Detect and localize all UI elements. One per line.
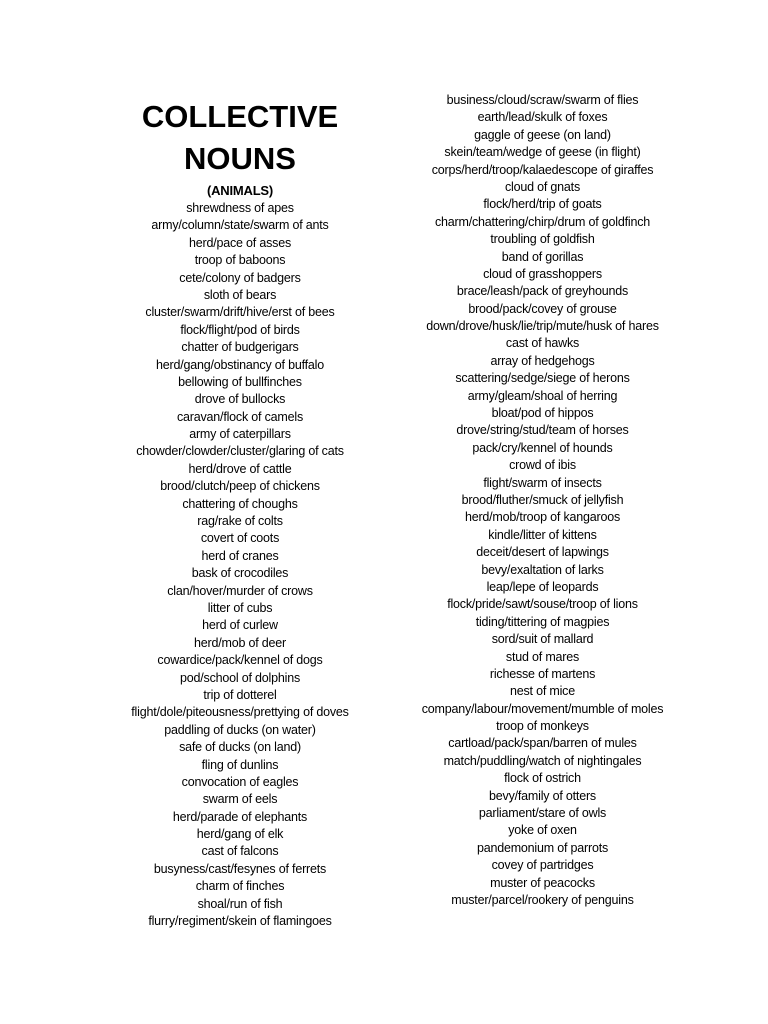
subtitle: (ANIMALS)	[206, 183, 274, 198]
list-item: cloud of gnats	[504, 179, 581, 194]
list-item: skein/team/wedge of geese (in flight)	[444, 145, 641, 160]
list-item: kindle/litter of kittens	[488, 527, 597, 542]
list-item: shoal/run of fish	[197, 896, 283, 911]
list-item: cast of falcons	[201, 844, 279, 859]
list-item: scattering/sedge/siege of herons	[455, 371, 630, 386]
list-item: cete/colony of badgers	[179, 270, 301, 285]
list-item: match/puddling/watch of nightingales	[443, 753, 642, 768]
right-noun-list	[390, 92, 695, 909]
list-item: trip of dotterel	[203, 687, 277, 702]
list-item: flock/pride/sawt/souse/troop of lions	[447, 597, 638, 612]
list-item: brood/clutch/peep of chickens	[160, 479, 320, 494]
list-item: herd of curlew	[202, 618, 278, 633]
list-item: brood/fluther/smuck of jellyfish	[461, 492, 624, 507]
list-item: drove of bullocks	[194, 392, 286, 407]
list-item: bevy/family of otters	[489, 788, 596, 803]
list-item: troop of monkeys	[496, 719, 589, 734]
list-item: flurry/regiment/skein of flamingoes	[148, 914, 332, 929]
list-item: yoke of oxen	[508, 823, 577, 838]
list-item: fling of dunlins	[201, 757, 279, 772]
list-item: flight/dole/piteousness/prettying of doves	[131, 705, 349, 720]
list-item: sord/suit of mallard	[491, 632, 594, 647]
list-item: covey of partridges	[491, 858, 594, 873]
list-item: brace/leash/pack of greyhounds	[456, 284, 629, 299]
list-item: pack/cry/kennel of hounds	[472, 440, 613, 455]
list-item: corps/herd/troop/kalaedescope of giraffes	[431, 162, 654, 177]
list-item: flock of ostrich	[504, 771, 581, 786]
list-item: deceit/desert of lapwings	[476, 545, 609, 560]
list-item: cloud of grasshoppers	[483, 266, 602, 281]
list-item: herd/gang of elk	[196, 827, 284, 842]
list-item: cowardice/pack/kennel of dogs	[157, 653, 323, 668]
list-item: clan/hover/murder of crows	[167, 583, 313, 598]
list-item: covert of coots	[200, 531, 280, 546]
list-item: rag/rake of colts	[197, 514, 283, 529]
list-item: herd/gang/obstinancy of buffalo	[155, 357, 324, 372]
left-column	[90, 96, 390, 930]
list-item: cartload/pack/span/barren of mules	[448, 736, 637, 751]
list-item: business/cloud/scraw/swarm of flies	[446, 93, 639, 107]
list-item: safe of ducks (on land)	[179, 740, 301, 755]
list-item: caravan/flock of camels	[176, 409, 303, 424]
list-item: cast of hawks	[505, 336, 580, 351]
list-item: herd/mob/troop of kangaroos	[464, 510, 621, 525]
list-item: army/gleam/shoal of herring	[467, 388, 618, 403]
list-item: muster/parcel/rookery of penguins	[451, 892, 634, 907]
list-item: herd/pace of asses	[188, 235, 292, 250]
list-item: bellowing of bullfinches	[178, 374, 302, 389]
list-item: army/column/state/swarm of ants	[151, 218, 329, 233]
list-item: brood/pack/covey of grouse	[468, 301, 617, 316]
list-item: chatter of budgerigars	[181, 340, 299, 355]
list-item: down/drove/husk/lie/trip/mute/husk of hares	[426, 319, 659, 334]
list-item: band of gorillas	[501, 249, 584, 264]
list-item: litter of cubs	[207, 600, 273, 615]
list-item: troubling of goldfish	[490, 232, 595, 247]
list-item: array of hedgehogs	[490, 353, 595, 368]
list-item: crowd of ibis	[509, 458, 576, 473]
list-item: earth/lead/skulk of foxes	[477, 110, 608, 125]
list-item: paddling of ducks (on water)	[164, 722, 316, 737]
list-item: herd of cranes	[201, 548, 279, 563]
list-item: busyness/cast/fesynes of ferrets	[153, 861, 327, 876]
left-noun-list	[90, 200, 390, 930]
list-item: herd/mob of deer	[194, 635, 286, 650]
list-item: charm/chattering/chirp/drum of goldfinch	[434, 214, 651, 229]
list-item: shrewdness of apes	[186, 201, 294, 215]
list-item: stud of mares	[505, 649, 580, 664]
list-item: drove/string/stud/team of horses	[456, 423, 629, 438]
list-item: parliament/stare of owls	[478, 806, 607, 821]
list-item: bask of crocodiles	[191, 566, 289, 581]
list-item: pandemonium of parrots	[476, 840, 609, 855]
list-item: leap/lepe of leopards	[486, 579, 599, 594]
list-item: gaggle of geese (on land)	[474, 127, 611, 142]
list-item: flight/swarm of insects	[483, 475, 602, 490]
title-line-1: COLLECTIVE	[141, 99, 339, 134]
list-item: chowder/clowder/cluster/glaring of cats	[136, 444, 344, 459]
list-item: cluster/swarm/drift/hive/erst of bees	[145, 305, 335, 320]
list-item: company/labour/movement/mumble of moles	[421, 701, 664, 716]
title-line-2: NOUNS	[184, 141, 296, 176]
list-item: sloth of bears	[203, 287, 277, 302]
list-item: flock/flight/pod of birds	[180, 322, 300, 337]
list-item: troop of baboons	[194, 253, 286, 268]
list-item: army of caterpillars	[189, 427, 291, 442]
list-item: herd/drove of cattle	[188, 461, 292, 476]
list-item: muster of peacocks	[490, 875, 595, 890]
list-item: pod/school of dolphins	[180, 670, 300, 685]
list-item: nest of mice	[510, 684, 575, 699]
list-item: chattering of choughs	[182, 496, 298, 511]
list-item: charm of finches	[195, 879, 285, 894]
right-column	[390, 92, 695, 909]
list-item: richesse of martens	[489, 666, 596, 681]
list-item: herd/parade of elephants	[172, 809, 308, 824]
list-item: tiding/tittering of magpies	[475, 614, 610, 629]
list-item: convocation of eagles	[181, 774, 299, 789]
list-item: flock/herd/trip of goats	[483, 197, 602, 212]
list-item: bloat/pod of hippos	[491, 406, 594, 421]
list-item: bevy/exaltation of larks	[481, 562, 604, 577]
list-item: swarm of eels	[202, 792, 278, 807]
